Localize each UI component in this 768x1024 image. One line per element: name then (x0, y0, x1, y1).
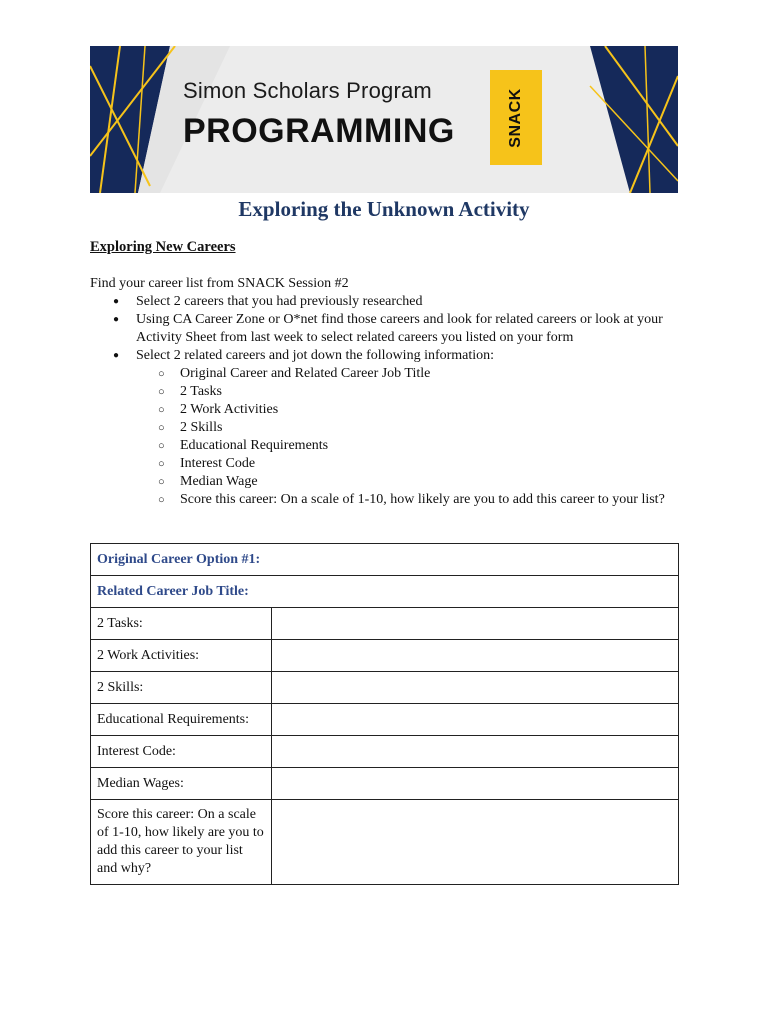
sub-item: ○ Median Wage (136, 473, 690, 491)
banner-programming-title: PROGRAMMING (183, 112, 455, 150)
sub-item: ○ 2 Skills (136, 419, 690, 437)
answer-cell[interactable] (272, 704, 679, 736)
row-label: Educational Requirements: (91, 704, 272, 736)
row-label: Interest Code: (91, 736, 272, 768)
row-label: 2 Work Activities: (91, 640, 272, 672)
original-career-cell[interactable]: Original Career Option #1: (91, 544, 679, 576)
bullet-item-text: Select 2 related careers and jot down the following information: (136, 348, 495, 363)
answer-cell[interactable] (272, 672, 679, 704)
sub-item: ○ Original Career and Related Career Job Title (136, 365, 690, 383)
sub-item: ○ 2 Tasks (136, 383, 690, 401)
document-title: Exploring the Unknown Activity (238, 197, 530, 221)
table-row (91, 768, 679, 800)
bullet-item: ● Using CA Career Zone or O*net find those careers and look for related careers or look at your Activity Sheet from last week to select related careers you listed on your form (90, 311, 690, 347)
related-career-cell[interactable]: Related Career Job Title: (91, 576, 679, 608)
table-row (91, 640, 679, 672)
snack-badge (490, 70, 542, 165)
intro-text: Find your career list from SNACK Session #2 (90, 276, 349, 291)
table-row (91, 608, 679, 640)
sub-bullet-list (136, 365, 690, 509)
answer-cell[interactable] (272, 768, 679, 800)
table-row (91, 544, 679, 576)
answer-cell[interactable] (272, 640, 679, 672)
table-row (91, 736, 679, 768)
career-table (90, 543, 679, 885)
sub-item: ○ 2 Work Activities (136, 401, 690, 419)
instructions (90, 275, 690, 509)
program-banner (90, 46, 678, 193)
section-heading: Exploring New Careers (90, 239, 236, 255)
table-row (91, 576, 679, 608)
banner-program-name: Simon Scholars Program (183, 78, 432, 103)
sub-item: ○ Score this career: On a scale of 1-10, how likely are you to add this career to your list? (136, 491, 690, 509)
row-label: 2 Tasks: (91, 608, 272, 640)
sub-item: ○ Interest Code (136, 455, 690, 473)
row-label: Score this career: On a scale of 1-10, how likely are you to add this career to your list and why? (91, 800, 272, 885)
row-label: 2 Skills: (91, 672, 272, 704)
bullet-list (90, 293, 690, 509)
table-row (91, 672, 679, 704)
bullet-item (90, 347, 690, 509)
snack-badge-text: SNACK (507, 87, 524, 148)
answer-cell[interactable] (272, 608, 679, 640)
bullet-item: ● Select 2 careers that you had previously researched (90, 293, 690, 311)
row-label: Median Wages: (91, 768, 272, 800)
table-row (91, 704, 679, 736)
table-row (91, 800, 679, 885)
answer-cell[interactable] (272, 800, 679, 885)
sub-item: ○ Educational Requirements (136, 437, 690, 455)
answer-cell[interactable] (272, 736, 679, 768)
